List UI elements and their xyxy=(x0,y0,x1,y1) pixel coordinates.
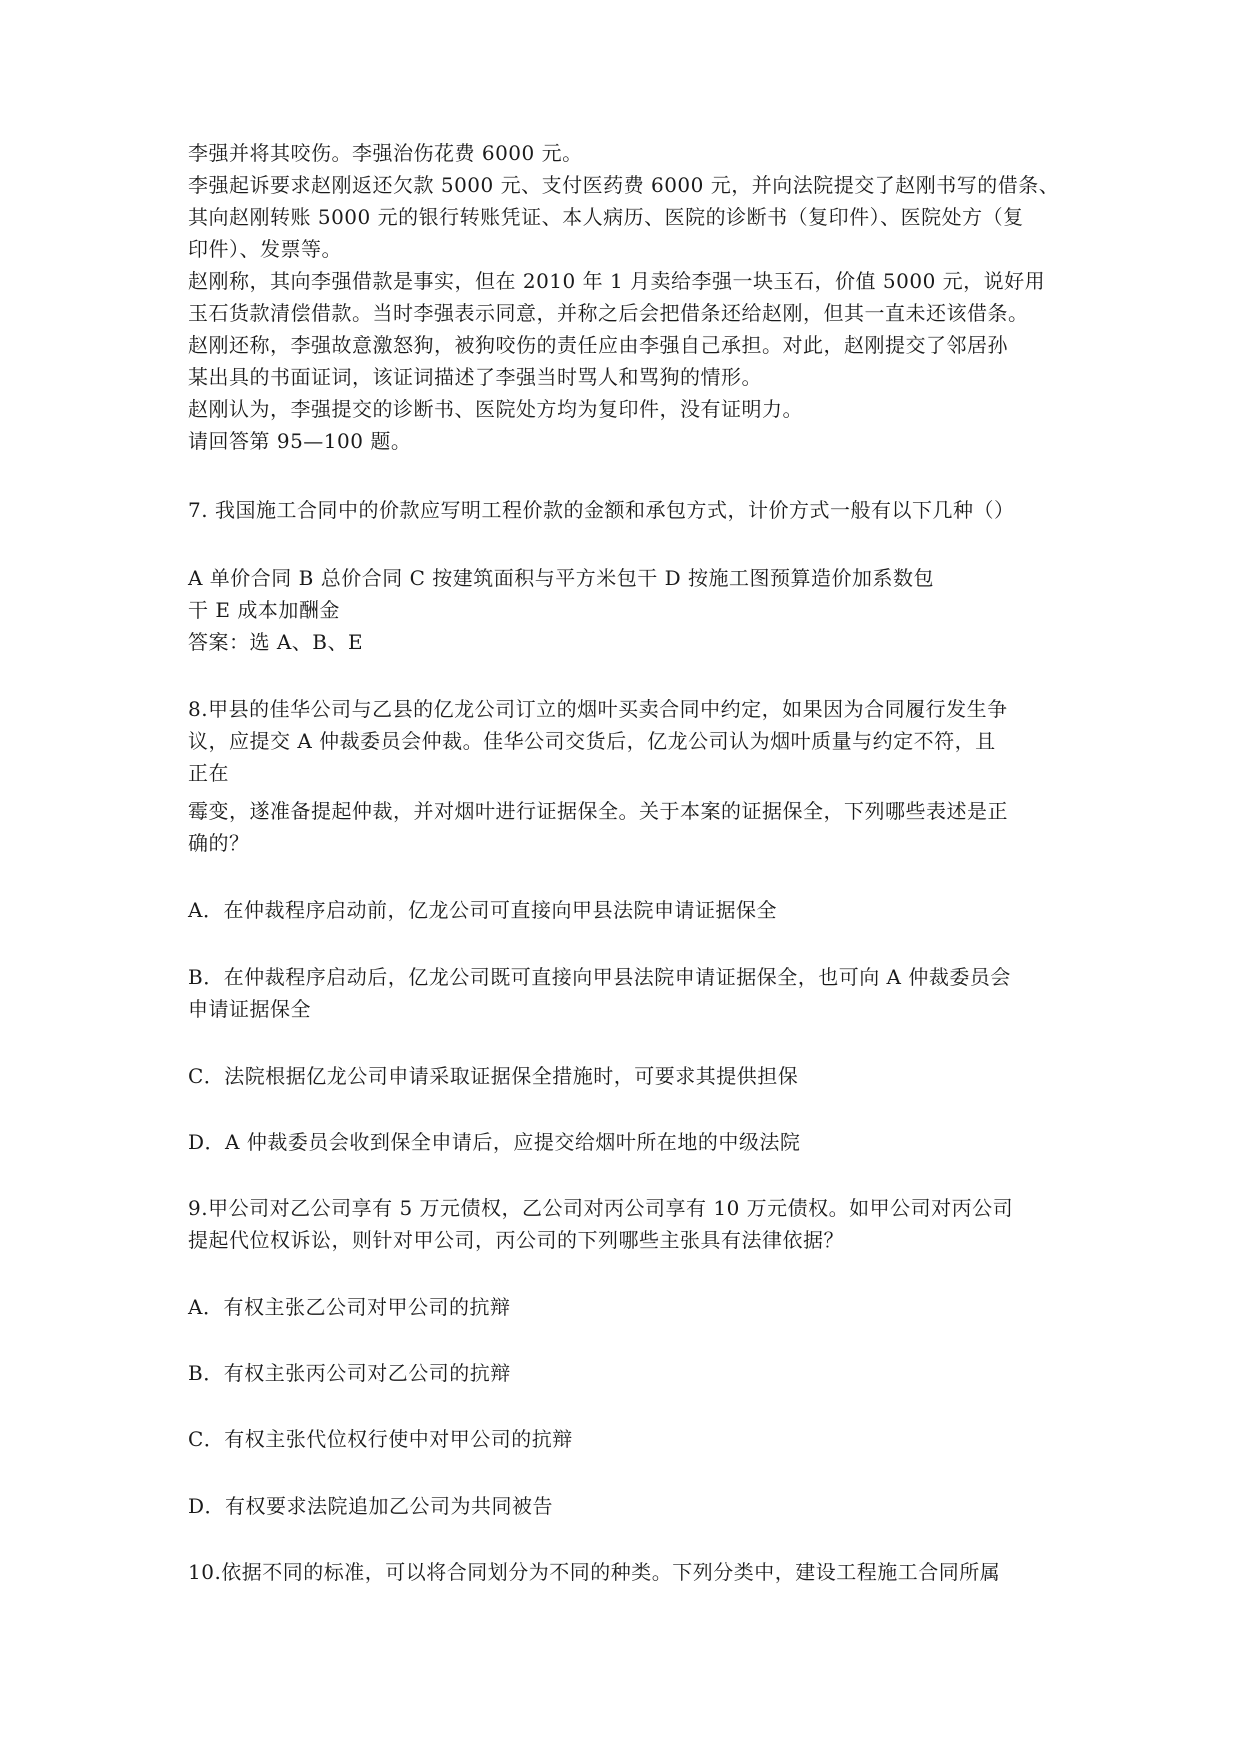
text-line: 赵刚认为，李强提交的诊断书、医院处方均为复印件，没有证明力。 xyxy=(188,397,803,421)
text-line: 请回答第 95—100 题。 xyxy=(188,429,412,453)
question-8: 确的？ xyxy=(188,831,250,855)
question-9-option-d: D．有权要求法院追加乙公司为共同被告 xyxy=(188,1494,554,1518)
question-8-option-d: D．A 仲裁委员会收到保全申请后，应提交给烟叶所在地的中级法院 xyxy=(188,1130,801,1154)
question-9-option-a: A．有权主张乙公司对甲公司的抗辩 xyxy=(188,1295,511,1319)
text-line: 赵刚称，其向李强借款是事实，但在 2010 年 1 月卖给李强一块玉石，价值 5000 元，说好用 xyxy=(188,269,1046,293)
question-7-options: A 单价合同 B 总价合同 C 按建筑面积与平方米包干 D 按施工图预算造价加系数包 xyxy=(188,566,934,590)
question-10: 10.依据不同的标准，可以将合同划分为不同的种类。下列分类中，建设工程施工合同所属 xyxy=(188,1560,1001,1584)
question-8-option-a: A．在仲裁程序启动前，亿龙公司可直接向甲县法院申请证据保全 xyxy=(188,898,777,922)
text-line: 李强起诉要求赵刚返还欠款 5000 元、支付医药费 6000 元，并向法院提交了赵刚书写的借条、 xyxy=(188,173,1060,197)
text-line: 赵刚还称，李强故意激怒狗，被狗咬伤的责任应由李强自己承担。对此，赵刚提交了邻居孙 xyxy=(188,333,1008,357)
text-line: 某出具的书面证词，该证词描述了李强当时骂人和骂狗的情形。 xyxy=(188,365,762,389)
question-7: 7. 我国施工合同中的价款应写明工程价款的金额和承包方式，计价方式一般有以下几种（） xyxy=(188,498,1015,522)
question-9: 提起代位权诉讼，则针对甲公司，丙公司的下列哪些主张具有法律依据？ xyxy=(188,1228,844,1252)
question-8: 正在 xyxy=(188,761,229,785)
question-9-option-b: B．有权主张丙公司对乙公司的抗辩 xyxy=(188,1361,511,1385)
question-8-option-c: C．法院根据亿龙公司申请采取证据保全措施时，可要求其提供担保 xyxy=(188,1064,799,1088)
text-line: 玉石货款清偿借款。当时李强表示同意，并称之后会把借条还给赵刚，但其一直未还该借条。 xyxy=(188,301,1029,325)
question-9: 9.甲公司对乙公司享有 5 万元债权，乙公司对丙公司享有 10 万元债权。如甲公司对丙公司 xyxy=(188,1196,1014,1220)
text-line: 李强并将其咬伤。李强治伤花费 6000 元。 xyxy=(188,141,583,165)
question-7-options: 干 E 成本加酬金 xyxy=(188,598,340,622)
text-line: 其向赵刚转账 5000 元的银行转账凭证、本人病历、医院的诊断书（复印件）、医院处方（复 xyxy=(188,205,1024,229)
question-8-option-b: 申请证据保全 xyxy=(188,997,311,1021)
question-7-answer: 答案：选 A、B、E xyxy=(188,630,364,654)
question-8: 议，应提交 A 仲裁委员会仲裁。佳华公司交货后，亿龙公司认为烟叶质量与约定不符，且 xyxy=(188,729,996,753)
question-8: 霉变，遂准备提起仲裁，并对烟叶进行证据保全。关于本案的证据保全，下列哪些表述是正 xyxy=(188,799,1008,823)
question-8: 8.甲县的佳华公司与乙县的亿龙公司订立的烟叶买卖合同中约定，如果因为合同履行发生争 xyxy=(188,697,1008,721)
text-line: 印件）、发票等。 xyxy=(188,237,342,261)
question-9-option-c: C．有权主张代位权行使中对甲公司的抗辩 xyxy=(188,1427,573,1451)
question-8-option-b: B．在仲裁程序启动后，亿龙公司既可直接向甲县法院申请证据保全，也可向 A 仲裁委员会 xyxy=(188,965,1011,989)
